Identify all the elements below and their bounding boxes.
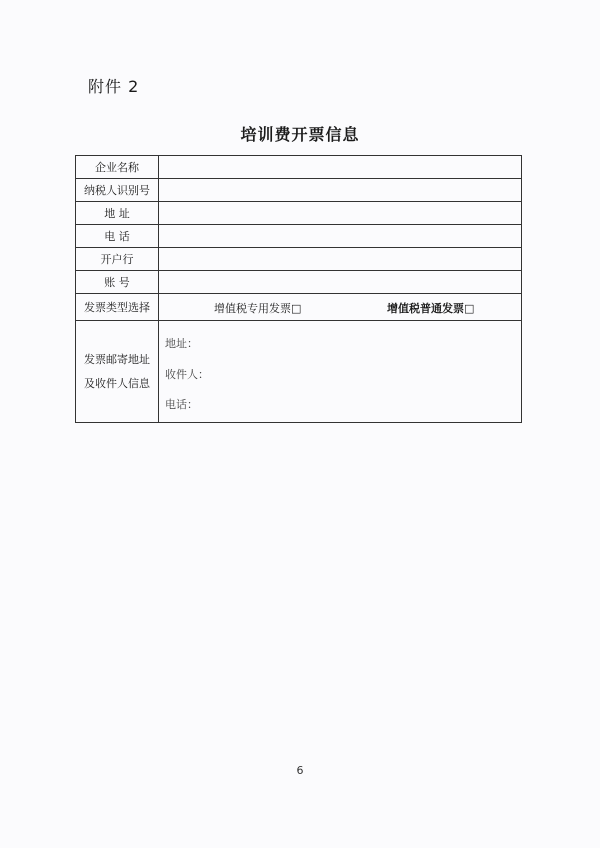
mailing-label [76,321,159,423]
mailing-phone-label: 电话： [165,398,198,411]
vat-general-invoice-checkbox[interactable]: 增值税普通发票□ [387,302,475,315]
vat-special-invoice-checkbox[interactable]: 增值税专用发票□ [214,302,302,315]
form-row-phone [76,225,522,248]
form-row-mailing-info [76,321,522,423]
phone-field[interactable] [159,225,522,248]
mailing-fields[interactable] [159,321,522,423]
company-name-field[interactable] [159,156,522,179]
row-label: 纳税人识别号 [76,179,159,202]
row-label: 企业名称 [76,156,159,179]
form-row-address [76,202,522,225]
attachment-label: 附件 2 [88,77,140,96]
row-label: 地 址 [76,202,159,225]
mailing-label-line1: 发票邮寄地址 [84,352,150,366]
form-row-account [76,271,522,294]
mailing-address-label: 地址： [165,337,198,350]
row-label: 电 话 [76,225,159,248]
form-row-invoice-type [76,294,522,321]
row-label: 账 号 [76,271,159,294]
document-title: 培训费开票信息 [240,125,360,144]
page-number: 6 [296,764,304,777]
taxpayer-id-field[interactable] [159,179,522,202]
account-field[interactable] [159,271,522,294]
form-row-company-name [76,156,522,179]
address-field[interactable] [159,202,522,225]
bank-field[interactable] [159,248,522,271]
form-row-bank [76,248,522,271]
invoice-type-label: 发票类型选择 [76,294,159,321]
mailing-recipient-label: 收件人： [165,368,209,381]
mailing-label-line2: 及收件人信息 [84,376,150,390]
invoice-type-options [159,294,522,321]
form-row-taxpayer-id [76,179,522,202]
invoice-info-form [75,155,522,423]
row-label: 开户行 [76,248,159,271]
invoice-type-wrap [159,294,521,320]
mailing-fields-wrap [159,321,521,422]
